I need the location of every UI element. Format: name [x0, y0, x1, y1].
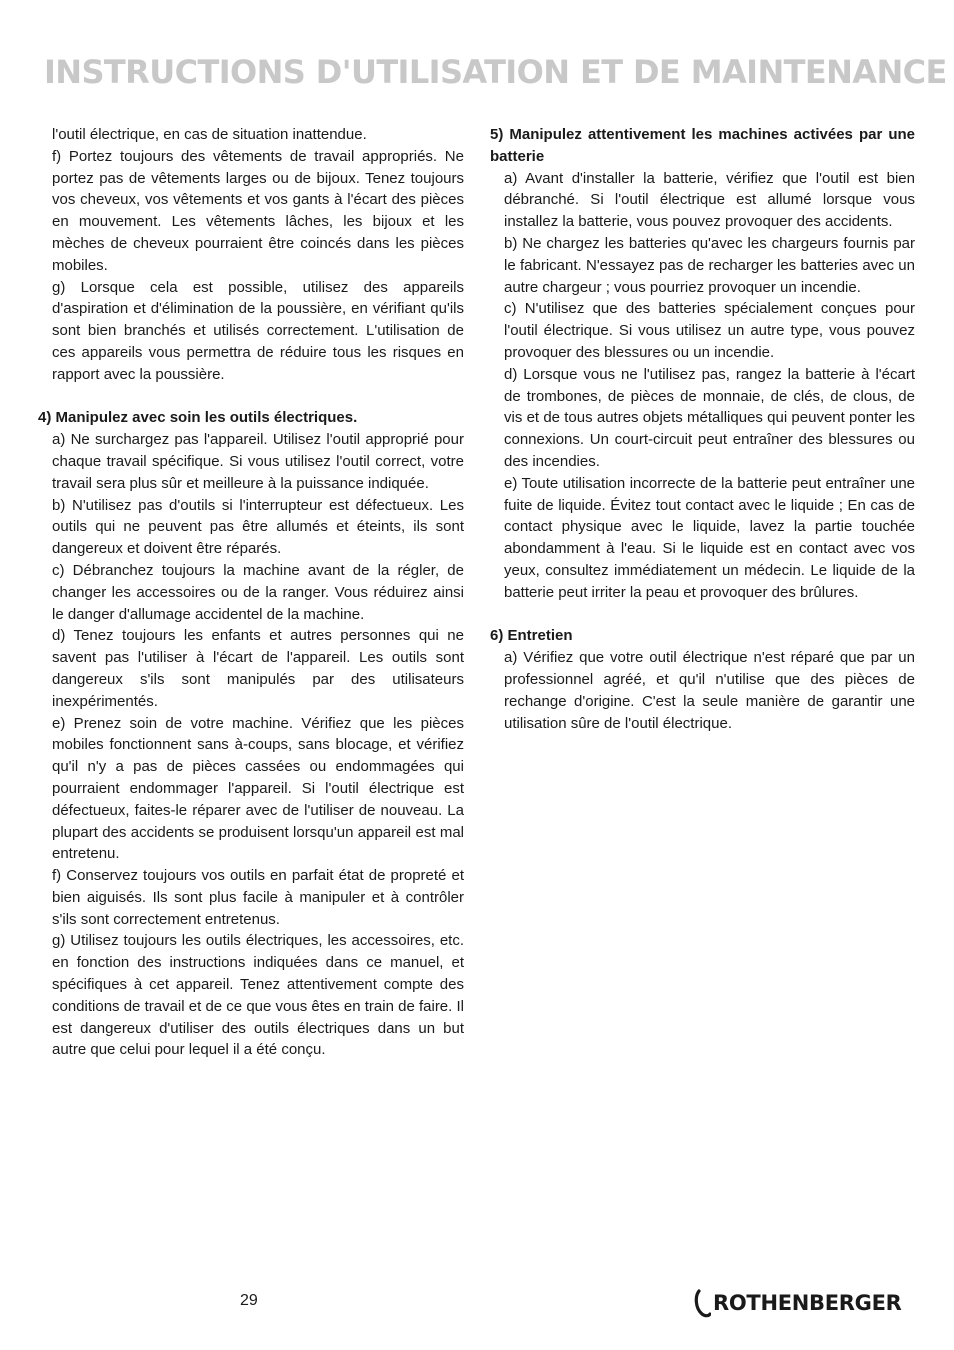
paragraph: l'outil électrique, en cas de situation inattendue.: [52, 126, 367, 143]
section-4: [38, 407, 464, 1061]
paragraph: c) N'utilisez que des batteries spécialement conçues pour l'outil électrique. Si vous utilisez un autre type, vous pouvez provoquer des blessures ou un incendie.: [504, 300, 915, 361]
paragraph: a) Ne surchargez pas l'appareil. Utilisez l'outil approprié pour chaque travail spécifique. Si vous utilisez l'outil correct, votre travail sera plus sûr et meilleure à la puissance indiquée.: [52, 431, 464, 492]
paragraph: b) Ne chargez les batteries qu'avec les chargeurs fournis par le fabricant. N'essayez pas de recharger les batteries avec un autre chargeur ; vous pourriez provoquer un incendie.: [504, 234, 915, 296]
brand-name: ROTHENBERGER: [713, 1291, 902, 1315]
section-5: [490, 124, 915, 604]
paragraph: g) Utilisez toujours les outils électriques, les accessoires, etc. en fonction des instructions indiquées dans ce manuel, et spécifiques à cet appareil. Tenez attentivement compte des conditions de travail et de ce que vous êtes en train de faire. Il est dangereux d'utiliser des outils électriques dans un but autre que celui pour lequel il a été conçu.: [52, 932, 464, 1059]
section-heading: 4) Manipulez avec soin les outils électriques.: [38, 409, 358, 427]
paragraph: c) Débranchez toujours la machine avant de la régler, de changer les accessoires ou de la ranger. Vous réduirez ainsi le danger d'allumage accidentel de la machine.: [52, 561, 464, 623]
rothenberger-hook-icon: [693, 1288, 711, 1318]
left-column: [38, 124, 464, 1061]
page-title: INSTRUCTIONS D'UTILISATION ET DE MAINTENANCE: [44, 53, 947, 91]
brand-logo: [693, 1288, 902, 1318]
paragraph: e) Toute utilisation incorrecte de la batterie peut entraîner une fuite de liquide. Évitez tout contact avec le liquide ; En cas de contact physique avec le liquide, lavez la partie touchée abondamment à l'eau. Si le liquide est en contact avec vos yeux, consultez immédiatement un médecin. Le liquide de la batterie peut irriter la peau et provoquer des brûlures.: [504, 474, 915, 601]
right-column: [490, 124, 915, 734]
paragraph: a) Vérifiez que votre outil électrique n'est réparé que par un professionnel agréé, et qu'il n'utilise que des pièces de rechange d'origine. C'est la seule manière de garantir une utilisation sûre de l'outil électrique.: [504, 649, 915, 732]
section-heading: 6) Entretien: [490, 627, 573, 645]
page-number: 29: [240, 1292, 258, 1309]
paragraph: d) Tenez toujours les enfants et autres personnes qui ne savent pas l'utiliser à l'écart de l'appareil. Les outils sont dangereux s'ils sont manipulés par des utilisateurs inexpérimentés.: [52, 627, 464, 710]
paragraph: d) Lorsque vous ne l'utilisez pas, rangez la batterie à l'écart de trombones, de pièces de monnaie, de clés, de clous, de vis et de tous autres objets métalliques qui peuvent ponter les connexions. Un court-circuit peut entraîner des blessures ou des incendies.: [504, 365, 915, 470]
paragraph: g) Lorsque cela est possible, utilisez des appareils d'aspiration et d'élimination de la poussière, en vérifiant qu'ils sont bien branchés et utilisés correctement. L'utilisation de ces appareils vous permettra de réduire tous les risques en rapport avec la poussière.: [52, 278, 464, 383]
paragraph: e) Prenez soin de votre machine. Vérifiez que les pièces mobiles fonctionnent sans à-coups, sans blocage, et vérifiez qu'il n'y a pas de pièces cassées ou endommagées qui pourraient endommager l'appareil. Si l'outil électrique est défectueux, faites-le réparer avec de l'utiliser de nouveau. La plupart des accidents se produisent lorsqu'un appareil est mal entretenu.: [52, 714, 464, 863]
paragraph: a) Avant d'installer la batterie, vérifiez que l'outil est bien débranché. Si l'outil électrique est allumé lorsque vous installez la batterie, vous pouvez provoquer des accidents.: [504, 169, 915, 231]
section-heading: 5) Manipulez attentivement les machines activées par une batterie: [490, 126, 915, 165]
paragraph: f) Conservez toujours vos outils en parfait état de propreté et bien aiguisés. Ils sont plus facile à manipuler et à contrôler s'ils sont correctement entretenus.: [52, 867, 464, 928]
section-6: [490, 625, 915, 734]
paragraph: b) N'utilisez pas d'outils si l'interrupteur est défectueux. Les outils qui ne peuvent pas être allumés et éteints, ils sont dangereux et doivent être réparés.: [52, 496, 464, 558]
paragraph: f) Portez toujours des vêtements de travail appropriés. Ne portez pas de vêtements larges ou de bijoux. Tenez toujours vos cheveux, vos vêtements et vos gants à l'écart des pièces en mouvement. Les vêtements lâches, les bijoux et les mèches de cheveux pourraient être coincés dans les pièces mobiles.: [52, 147, 464, 274]
